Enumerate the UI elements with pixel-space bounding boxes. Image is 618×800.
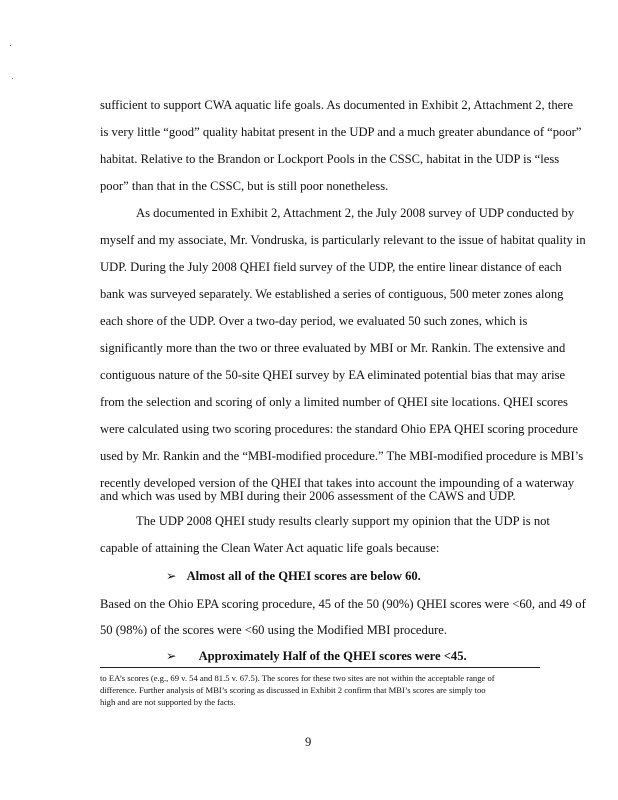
body-line: recently developed version of the QHEI that takes into account the impounding of a waterway (100, 476, 575, 490)
body-line: poor” than that in the CSSC, but is still poor nonetheless. (100, 179, 389, 193)
body-line: from the selection and scoring of only a limited number of QHEI site locations. QHEI scores (100, 395, 568, 409)
body-line: is very little “good” quality habitat present in the UDP and a much greater abundance of “poor” (100, 125, 582, 139)
body-line: contiguous nature of the 50-site QHEI survey by EA eliminated potential bias that may arise (100, 368, 566, 382)
body-line: As documented in Exhibit 2, Attachment 2, the July 2008 survey of UDP conducted by (136, 206, 575, 220)
body-line: Based on the Ohio EPA scoring procedure, 45 of the 50 (90%) QHEI scores were <60, and 49 of (100, 597, 586, 611)
body-line: The UDP 2008 QHEI study results clearly support my opinion that the UDP is not (136, 514, 550, 528)
body-line: were calculated using two scoring procedures: the standard Ohio EPA QHEI scoring procedure (100, 422, 578, 436)
body-line: capable of attaining the Clean Water Act aquatic life goals because: (100, 541, 440, 555)
body-line: bank was surveyed separately. We established a series of contiguous, 500 meter zones along (100, 287, 564, 301)
bullet-heading (166, 569, 421, 583)
arrow-bullet-icon: ➢ (166, 649, 177, 663)
body-line: 50 (98%) of the scores were <60 using the Modified MBI procedure. (100, 623, 448, 637)
bullet-heading-text: Approximately Half of the QHEI scores were <45. (198, 649, 467, 663)
body-line: UDP. During the July 2008 QHEI field survey of the UDP, the entire linear distance of each (100, 260, 562, 274)
footnote-separator (100, 667, 540, 668)
body-line: used by Mr. Rankin and the “MBI-modified procedure.” The MBI-modified procedure is MBI’s (100, 449, 584, 463)
body-line: each shore of the UDP. Over a two-day period, we evaluated 50 such zones, which is (100, 314, 528, 328)
bullet-heading (166, 649, 467, 663)
body-line: and which was used by MBI during their 2006 assessment of the CAWS and UDP. (100, 489, 516, 503)
body-line: sufficient to support CWA aquatic life goals. As documented in Exhibit 2, Attachment 2, there (100, 98, 573, 112)
scan-mark (10, 45, 11, 46)
body-line: significantly more than the two or three evaluated by MBI or Mr. Rankin. The extensive and (100, 341, 566, 355)
footnote-line: high and are not supported by the facts. (100, 697, 236, 707)
page-number: 9 (305, 735, 312, 749)
body-line: myself and my associate, Mr. Vondruska, is particularly relevant to the issue of habitat quality in (100, 233, 586, 247)
footnote-line: difference. Further analysis of MBI’s scoring as discussed in Exhibit 2 confirm that MBI’s scores are simply too (100, 685, 486, 695)
body-line: habitat. Relative to the Brandon or Lockport Pools in the CSSC, habitat in the UDP is “less (100, 152, 560, 166)
footnote-line: to EA’s scores (e.g., 69 v. 54 and 81.5 v. 67.5). The scores for these two sites are not within the acceptable range of (100, 673, 495, 683)
bullet-heading-text: Almost all of the QHEI scores are below 60. (186, 569, 421, 583)
scan-mark (12, 78, 13, 79)
arrow-bullet-icon: ➢ (166, 569, 177, 583)
